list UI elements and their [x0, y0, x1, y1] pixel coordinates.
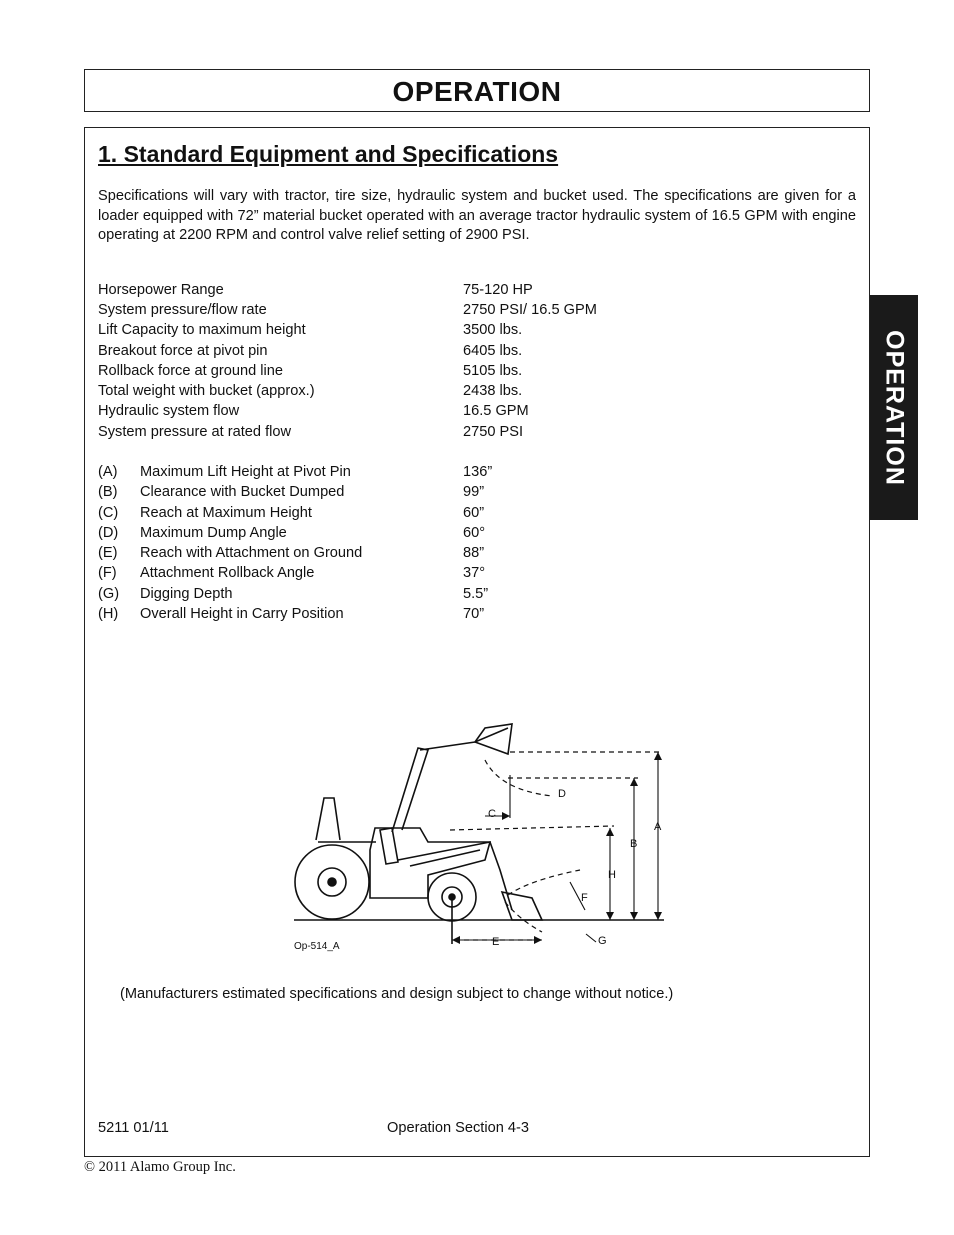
spec-value: 75-120 HP [463, 282, 533, 298]
dimension-value: 99” [463, 484, 485, 500]
spec-value: 2750 PSI/ 16.5 GPM [463, 302, 597, 318]
spec-label: Breakout force at pivot pin [98, 343, 268, 359]
spec-value: 2750 PSI [463, 424, 524, 440]
spec-label: Horsepower Range [98, 282, 224, 298]
spec-value: 16.5 GPM [463, 403, 529, 419]
spec-label: Rollback force at ground line [98, 363, 283, 379]
carry-height-line [450, 826, 614, 830]
dimension-letter: (H) [98, 606, 119, 622]
dimension-label: Attachment Rollback Angle [140, 565, 315, 581]
label-e: E [492, 936, 500, 948]
dimension-value: 136” [463, 464, 493, 480]
loader-upright [380, 828, 398, 864]
rollback-arc [508, 870, 580, 895]
arrow-e-right [534, 936, 542, 944]
dimension-value: 70” [463, 606, 485, 622]
copyright-notice: © 2011 Alamo Group Inc. [84, 1159, 236, 1175]
spec-value: 3500 lbs. [463, 322, 523, 338]
dimension-label: Reach at Maximum Height [140, 505, 312, 521]
label-d: D [558, 788, 566, 800]
disclaimer-note: (Manufacturers estimated specifications and design subject to change without notice.) [120, 986, 674, 1002]
arrow-h-bottom [606, 912, 614, 920]
label-c: C [488, 808, 496, 820]
footer-doc-id: 5211 01/11 [98, 1120, 169, 1136]
arrow-b-bottom [630, 912, 638, 920]
dimension-letter: (A) [98, 464, 118, 480]
spec-label: Lift Capacity to maximum height [98, 322, 306, 338]
label-f: F [581, 892, 588, 904]
spec-label: Hydraulic system flow [98, 403, 240, 419]
dimension-label: Reach with Attachment on Ground [140, 545, 363, 561]
arrow-a-top [654, 752, 662, 760]
loader-dimension-diagram [280, 720, 680, 960]
section-title: 1. Standard Equipment and Specifications [98, 141, 559, 167]
header-box [84, 69, 870, 112]
spec-label: Total weight with bucket (approx.) [98, 383, 315, 399]
intro-paragraph: Specifications will vary with tractor, tire size, hydraulic system and bucket used. The specifications are given for a loader equipped with 72” material bucket operated with an average tractor hydraulic system of 16.5 GPM with engine operating at 2200 RPM and control valve relief setting of 2900 PSI. [98, 188, 856, 243]
tractor-seat [316, 798, 340, 840]
dimension-letter: (F) [98, 565, 117, 581]
side-tab [869, 295, 918, 520]
footer-page-number: Operation Section 4-3 [387, 1120, 529, 1136]
dimension-letter: (B) [98, 484, 118, 500]
label-a: A [654, 821, 662, 833]
dimension-label: Overall Height in Carry Position [140, 606, 344, 622]
arrow-a-bottom [654, 912, 662, 920]
spec-label: System pressure/flow rate [98, 302, 267, 318]
arrow-b-top [630, 778, 638, 786]
figure-id-label: Op-514_A [294, 941, 340, 952]
dimension-label: Maximum Lift Height at Pivot Pin [140, 464, 351, 480]
spec-value: 2438 lbs. [463, 383, 523, 399]
dimension-value: 60° [463, 525, 486, 541]
arrow-c [502, 812, 510, 820]
dimension-label: Maximum Dump Angle [140, 525, 287, 541]
arrow-h-top [606, 828, 614, 836]
dimension-letter: (E) [98, 545, 118, 561]
raised-lift-arm [392, 748, 428, 832]
spec-value: 5105 lbs. [463, 363, 523, 379]
side-tab-label: OPERATION [880, 329, 908, 486]
dimension-letter: (D) [98, 525, 119, 541]
dimension-label: Clearance with Bucket Dumped [140, 484, 345, 500]
label-h: H [608, 869, 616, 881]
spec-value: 6405 lbs. [463, 343, 523, 359]
dimension-value: 88” [463, 545, 485, 561]
dimension-g-line [586, 934, 596, 942]
dimension-label: Digging Depth [140, 586, 233, 602]
label-b: B [630, 838, 638, 850]
spec-label: System pressure at rated flow [98, 424, 292, 440]
page-header-title: OPERATION [392, 76, 562, 107]
label-g: G [598, 935, 607, 947]
dimension-letter: (G) [98, 586, 120, 602]
arrow-e-left [452, 936, 460, 944]
dimension-value: 60” [463, 505, 485, 521]
dimension-value: 37° [463, 565, 486, 581]
lowered-lift-arm [398, 842, 512, 910]
dimension-letter: (C) [98, 505, 119, 521]
dimension-value: 5.5” [463, 586, 489, 602]
